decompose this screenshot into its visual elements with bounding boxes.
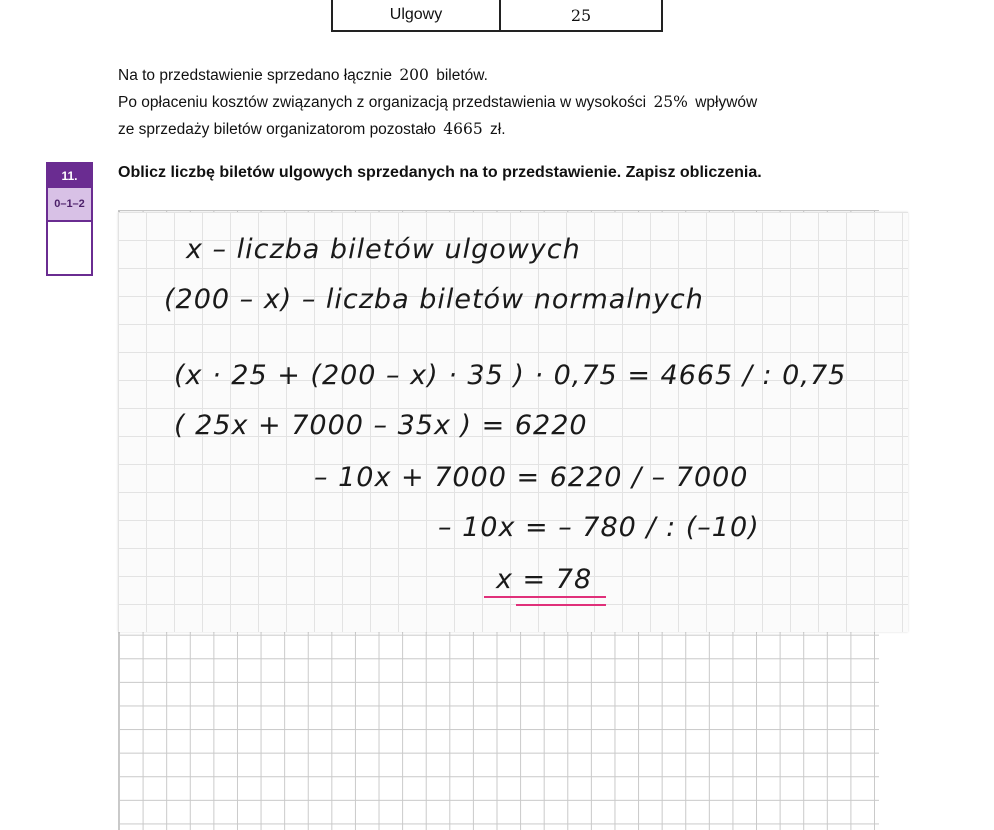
handwriting-line-6: – 10x = – 780 / : (–10) xyxy=(438,512,760,543)
handwriting-line-3: (x · 25 + (200 – x) · 35 ) · 0,75 = 4665 / : 0,75 xyxy=(174,360,847,391)
remaining-amount: 4665 xyxy=(443,120,483,138)
intro-line-3: ze sprzedaży biletów organizatorom pozostało 4665 zł. xyxy=(118,120,506,138)
handwriting-line-2: (200 – x) – liczba biletów normalnych xyxy=(164,284,704,315)
ticket-price-cell: 25 xyxy=(570,5,592,25)
ticket-price-table-row xyxy=(331,0,663,32)
task-score-box xyxy=(46,162,93,276)
cost-percent: 25% xyxy=(653,93,688,111)
handwritten-solution-photo xyxy=(118,212,908,632)
result-underline-1 xyxy=(484,596,606,598)
task-intro xyxy=(118,62,757,143)
handwriting-result: x = 78 xyxy=(496,564,593,595)
ticket-type-cell: Ulgowy xyxy=(333,0,501,30)
handwriting-line-4: ( 25x + 7000 – 35x ) = 6220 xyxy=(174,410,588,441)
handwriting-line-1: x – liczba biletów ulgowych xyxy=(186,234,581,265)
task-points: 0–1–2 xyxy=(48,188,91,222)
result-underline-2 xyxy=(516,604,606,606)
score-field xyxy=(48,222,91,274)
intro-line-2: Po opłaceniu kosztów związanych z organizacją przedstawienia w wysokości 25% wpływów xyxy=(118,93,758,111)
intro-line-1: Na to przedstawienie sprzedano łącznie 200 biletów. xyxy=(118,66,488,84)
task-number: 11. xyxy=(48,164,91,188)
handwriting-line-5: – 10x + 7000 = 6220 / – 7000 xyxy=(314,462,749,493)
tickets-total: 200 xyxy=(399,66,429,84)
question-text: Oblicz liczbę biletów ulgowych sprzedanych na to przedstawienie. Zapisz obliczenia. xyxy=(118,164,762,181)
